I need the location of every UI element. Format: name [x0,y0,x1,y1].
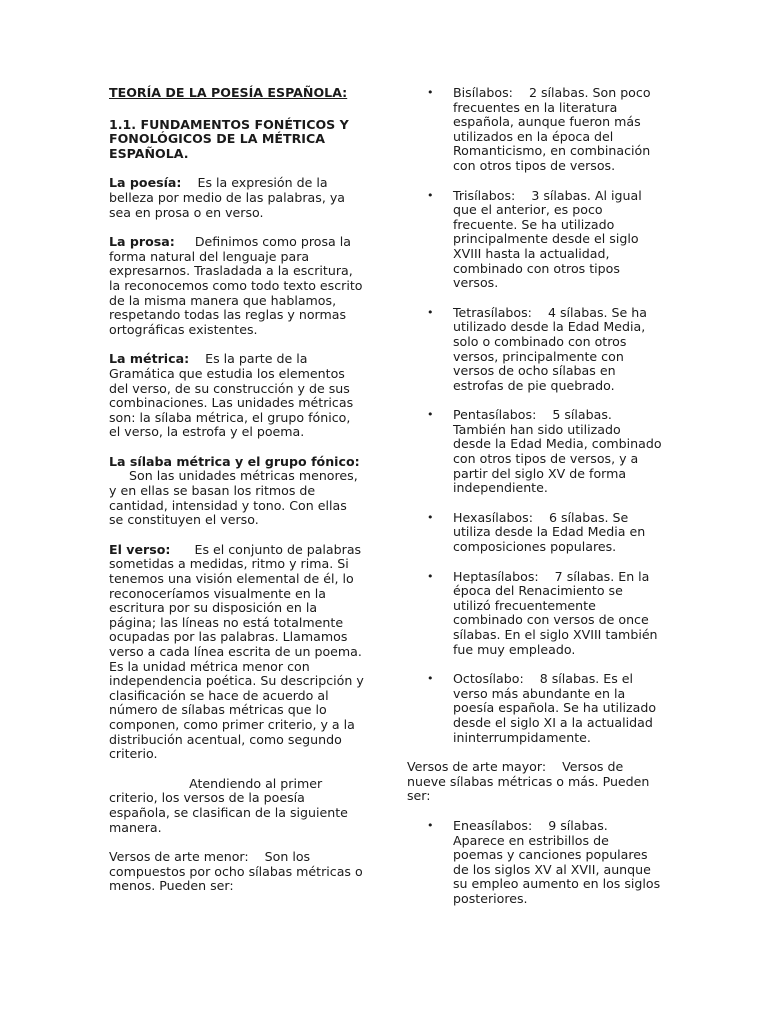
definition-prosa [109,235,365,337]
list-item [407,819,662,907]
bullet-icon: • [427,188,434,202]
definition-poesia [109,176,365,220]
definition-text: Son las unidades métricas menores, y en ellas se basan los ritmos de cantidad, intensidad y tono. Con ellas se constituyen el verso. [109,468,358,528]
verse-name: Octosílabo: [453,671,524,687]
verse-text: 4 sílabas. Se ha utilizado desde la Edad Media, solo o combinado con otros versos, principalmente con versos de ocho sílabas en estrofas de pie quebrado. [453,304,647,393]
term-label: La poesía: [109,175,182,191]
term-label: El verso: [109,541,171,557]
verse-name: Tetrasílabos: [453,304,532,320]
verse-text: 7 sílabas. En la época del Renacimiento se utilizó frecuentemente combinado con versos de once sílabas. En el siglo XVIII también fue muy empleado. [453,568,658,657]
definition-metrica [109,352,365,440]
list-item [407,189,662,291]
list-item [407,408,662,496]
verse-text: 2 sílabas. Son poco frecuentes en la literatura española, aunque fueron más utilizados en la época del Romanticismo, en combinación con otros tipos de versos. [453,85,651,173]
list-item [407,86,662,174]
arte-menor-label: Versos de arte menor: [109,849,249,865]
arte-menor-paragraph [109,850,365,894]
arte-mayor-label: Versos de arte mayor: [407,759,547,775]
right-column [407,86,662,922]
bullet-icon: • [427,510,434,524]
arte-menor-list [407,86,662,745]
term-label: La métrica: [109,351,190,367]
bullet-icon: • [427,305,434,319]
list-item [407,672,662,745]
bullet-icon: • [427,408,434,422]
list-item [407,570,662,658]
criterion-text: Atendiendo al primer criterio, los versos de la poesía española, se clasifican de la siguiente manera. [109,775,348,835]
verse-name: Trisílabos: [453,187,516,203]
verse-name: Bisílabos: [453,85,513,100]
verse-name: Hexasílabos: [453,509,533,525]
arte-menor-text: Son los compuestos por ocho sílabas métricas o menos. Pueden ser: [109,849,363,894]
bullet-icon: • [427,569,434,583]
verse-name: Heptasílabos: [453,568,539,584]
arte-mayor-paragraph [407,760,662,804]
arte-mayor-text: Versos de nueve sílabas métricas o más. Pueden ser: [407,759,650,804]
term-label: La sílaba métrica y el grupo fónico: [109,453,360,469]
list-item [407,306,662,394]
term-label: La prosa: [109,234,175,250]
definition-text: Es la expresión de la belleza por medio de las palabras, ya sea en prosa o en verso. [109,175,345,220]
bullet-icon: • [427,672,434,686]
left-column [109,86,365,909]
criterion-paragraph [109,777,365,835]
definition-text: Es el conjunto de palabras sometidas a medidas, ritmo y rima. Si tenemos una visión elemental de él, lo reconoceríamos visualmente en la escritura por su disposición en la página; las líneas no está totalmente ocupadas por las palabras. Llamamos verso a cada línea escrita de un poema. Es la unidad métrica menor con independencia poética. Su descripción y clasificación se hace de acuerdo al número de sílabas métricas que lo componen, como primer criterio, y a la distribución acentual, como segundo criterio. [109,541,364,762]
document-title: TEORÍA DE LA POESÍA ESPAÑOLA: [109,85,348,100]
bullet-icon: • [427,818,434,832]
verse-text: 5 sílabas. También han sido utilizado desde la Edad Media, combinado con otros tipos de versos, y a partir del siglo XV de forma independiente. [453,407,662,496]
verse-text: 6 sílabas. Se utiliza desde la Edad Media en composiciones populares. [453,509,646,555]
verse-name: Pentasílabos: [453,407,537,423]
definition-verso [109,543,365,762]
section-heading: 1.1. FUNDAMENTOS FONÉTICOS Y FONOLÓGICOS DE LA MÉTRICA ESPAÑOLA. [109,116,349,161]
verse-name: Eneasílabos: [453,817,533,833]
verse-text: 9 sílabas. Aparece en estribillos de poemas y canciones populares de los siglos XV al XVII, aunque su empleo aumento en los siglos posteriores. [453,817,661,906]
bullet-icon: • [427,86,434,99]
definition-text: Definimos como prosa la forma natural del lenguaje para expresarnos. Trasladada a la escritura, la reconocemos como todo texto escrito de la misma manera que hablamos, respetando todas las reglas y normas ortográficas existentes. [109,234,363,337]
definition-text: Es la parte de la Gramática que estudia los elementos del verso, de su construcción y de sus combinaciones. Las unidades métricas son: la sílaba métrica, el grupo fónico, el verso, la estrofa y el poema. [109,351,354,440]
list-item [407,511,662,555]
verse-text: 8 sílabas. Es el verso más abundante en la poesía española. Se ha utilizado desde el siglo XI a la actualidad ininterrumpidamente. [453,671,657,745]
arte-mayor-list [407,819,662,907]
definition-silaba [109,455,365,528]
verse-text: 3 sílabas. Al igual que el anterior, es poco frecuente. Se ha utilizado principalmente desde el siglo XVIII hasta la actualidad, combinado con otros tipos versos. [453,187,642,291]
